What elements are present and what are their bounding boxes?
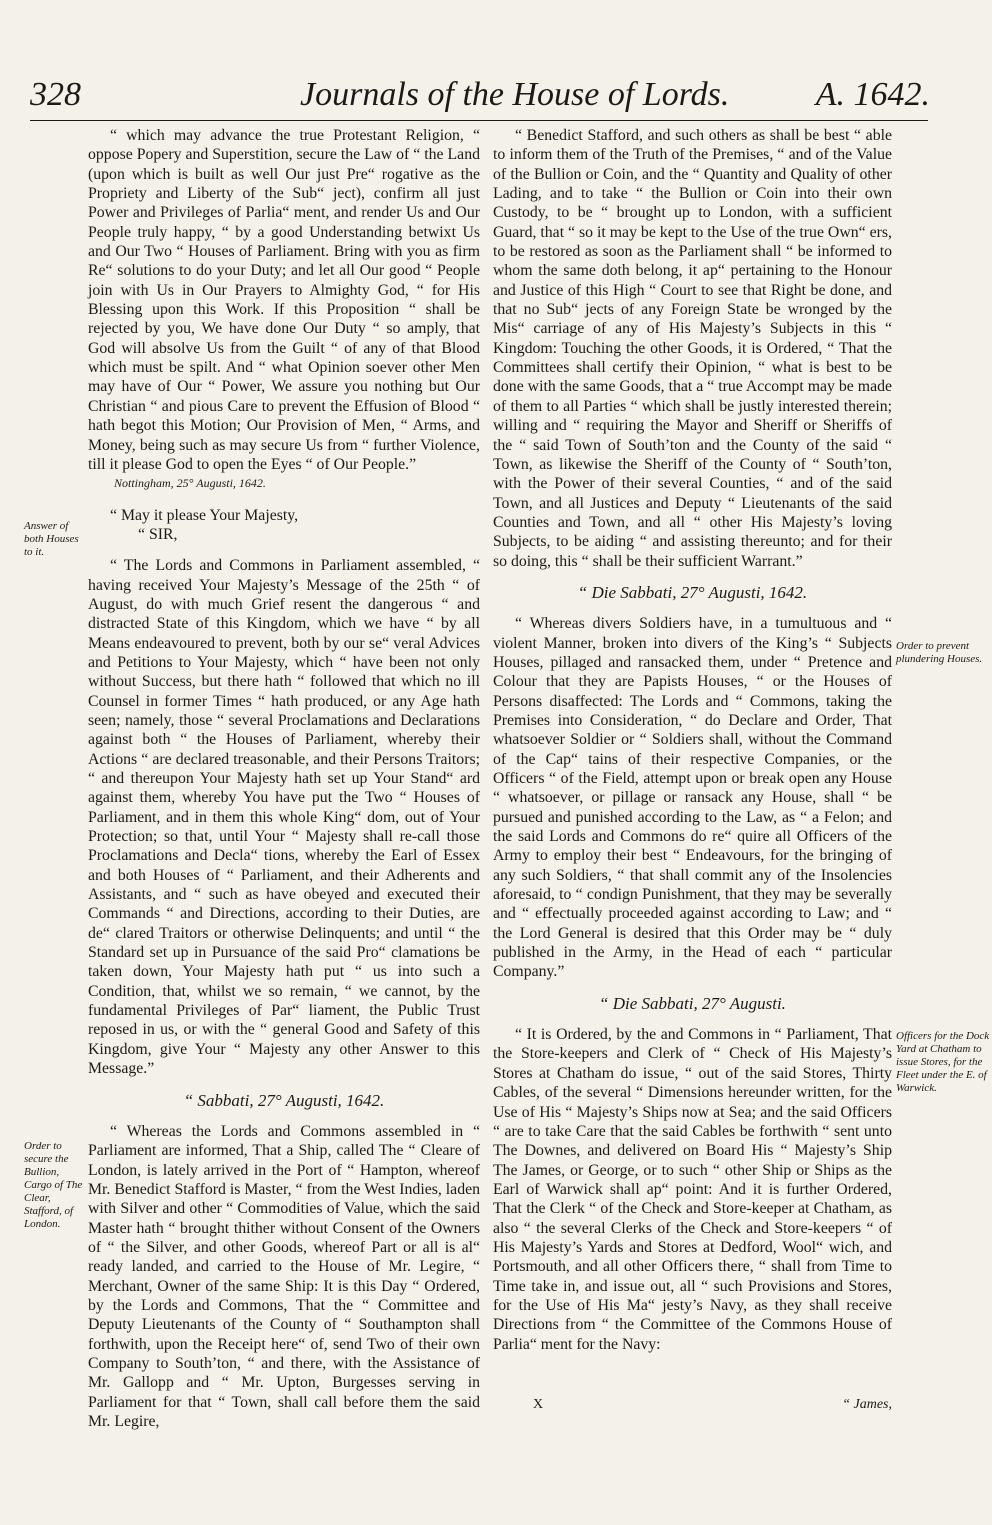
page-header	[30, 76, 930, 126]
answer-body: “ The Lords and Commons in Parliament assembled, “ having received Your Majesty’s Message of the 25th “ of August, do with much Grief resent the dangerous “ and distracted State of this Kingdom, which we have “ by all Means endeavoured to prevent, both by our se“ veral Advices and Petitions to Your Majesty, which “ have been not only without Success, but there hath “ followed that which no ill Counsel in former Times “ hath produced, or any Age hath seen; namely, those “ several Proclamations and Declarations against both “ the Houses of Parliament, whereby their Actions “ are declared treasonable, and their Persons Traitors; “ and thereupon Your Majesty hath set up Your Stand“ ard against them, whereby You have put the Two “ Houses of Parliament, and in them this whole King“ dom, out of Your Protection; so that, until Your “ Majesty shall re-call those Proclamations and Decla“ tions, whereby the Earl of Essex and both Houses of “ Parliament, and their Adherents and Assistants, and “ such as have obeyed and executed their Commands “ and Directions, according to their Duties, are de“ clared Traitors or otherwise Delinquents; and until “ the Standard set up in Pursuance of the said Pro“ clamations be taken down, Your Majesty hath put “ us into such a Condition, that, whilst we so remain, “ we cannot, by the fundamental Privileges of Par“ liament, the Public Trust reposed in us, or with the “ general Good and Safety of this Kingdom, give Your “ Majesty any other Answer to this Message.”	[88, 557, 480, 1078]
margin-note-answer: Answer of both Houses to it.	[24, 520, 79, 558]
order-bullion-body: “ Whereas the Lords and Commons assembled in “ Parliament are informed, That a Ship, called The “ Cleare of London, is lately arrived in the Port of “ Hampton, whereof Mr. Benedict Stafford is Master, “ from the West Indies, laden with Silver and other “ Commodities of Value, which the said Master hath “ brought thither without Consent of the Owners of “ the Silver, and other Goods, whereof Part or all is al“ ready landed, and carried to the House of Mr. Legire, “ Merchant, Owner of the same Ship: It is this Day “ Ordered, by the Lords and Commons, That the “ Committee and Deputy Lieutenants of the County of “ Southampton shall forthwith, upon the Receipt here“ of, send Two of their own Company to South’ton, “ and there, with the Assistance of Mr. Gallopp and “ Mr. Upton, Burgesses serving in Parliament for that “ Town, shall call before them the said Mr. Legire,	[88, 1122, 480, 1430]
order-bullion-continued: “ Benedict Stafford, and such others as shall be best “ able to inform them of the Truth of the Premises, “ and of the Value of the Bullion or Coin, and the “ Quantity and Quality of other Lading, and to take “ the Bullion or Coin into their own Custody, to be “ brought up to London, with a sufficient Guard, that “ so it may be kept to the Use of the true Own“ ers, to be restored as soon as the Parliament shall “ be informed to whom the same doth belong, it ap“ pertaining to the Honour and Justice of this High “ Court to see that Right be done, and that no Sub“ jects of any Foreign State be wronged by the Mis“ carriage of any of His Majesty’s Subjects in this “ Kingdom: Touching the other Goods, it is Ordered, “ That the Committees shall certify their Opinion, “ what is best to be done with the same Goods, that a “ true Accompt may be made of them to all Parties “ which shall be justly interested therein; willing and “ requiring the Mayor and Sheriff or Sheriffs of the “ said Town of South’ton and the County of the said “ Town, as likewise the Sheriff of the County of “ South’ton, with the Power of their several Counties, “ and of the said Town, and all Justices and Deputy “ Lieutenants of the said Counties and Town, and all “ other His Majesty’s loving Subjects, to be aiding “ and assisting thereunto; and for their so doing, this “ shall be their sufficient Warrant.”	[493, 127, 892, 570]
page-number: 328	[30, 76, 81, 113]
left-column	[88, 126, 480, 1431]
message-dateline: Nottingham, 25° Augusti, 1642.	[114, 476, 266, 491]
kings-message-end: “ which may advance the true Protestant Religion, “ oppose Popery and Superstition, secure the Law of “ the Land (upon which is built as well Our just Pre“ rogative as the Propriety and Liberty of the Sub“ ject), confirm all just Power and Privileges of Parlia“ ment, and render Us and Our People truly happy, “ by a good Understanding betwixt Us and Our Two “ Houses of Parliament. Bring with you as firm Re“ solutions to do your Duty; and let all Our good “ People join with Us in Our Prayers to Almighty God, “ for His Blessing upon this Work. If this Proposition “ shall be rejected by you, We have done Our Duty “ so amply, that God will absolve Us from the Guilt “ of any of that Blood which must be spilt. And “ what Opinion soever other Men may have of Our “ Power, We assure you nothing but Our Christian “ and pious Care to prevent the Effusion of Blood “ hath begot this Motion; Our Provision of Men, “ Arms, and Money, being such as may secure Us from “ further Violence, till it please God to open the Eyes “ of Our People.”	[88, 127, 480, 473]
section-heading-die-sabbati-2: “ Die Sabbati, 27° Augusti.	[599, 993, 786, 1013]
section-heading-die-sabbati-1: “ Die Sabbati, 27° Augusti, 1642.	[577, 582, 808, 602]
section-heading-sabbati: “ Sabbati, 27° Augusti, 1642.	[183, 1090, 385, 1110]
order-plunder-body: “ Whereas divers Soldiers have, in a tumultuous and “ violent Manner, broken into divers of the King’s “ Subjects Houses, pillaged and ransacked them, under “ Pretence and Colour that they are Papists Houses, “ or the Houses of Persons disaffected: The Lords and “ Commons, taking the Premises into Consideration, “ do Declare and Order, That whatsoever Soldier or “ Soldiers shall, without the Command of the Cap“ tains of their respective Companies, or the Officers “ of the Field, attempt upon or break open any House “ whatsoever, or pillage or ransack any House, shall “ be pursued and punished according to the Law, as “ a Felon; and the said Lords and Commons do re“ quire all Officers of the Army to employ their best “ Endeavours, for the bringing of any such Soldiers, “ that shall commit any of the Insolencies aforesaid, to “ condign Punishment, that they may be severally and “ effectually proceeded against according to Law; and “ the Lord General is desired that this Order may be “ duly published in the Army, in the Head of each “ particular Company.”	[493, 615, 892, 981]
answer-sir: “ SIR,	[138, 525, 178, 543]
header-rule	[30, 120, 928, 121]
right-column	[493, 126, 892, 1354]
signature-mark: X	[533, 1397, 544, 1412]
running-title: Journals of the House of Lords.	[300, 76, 730, 113]
page-footer	[493, 1397, 892, 1417]
margin-note-order-plunder: Order to prevent plundering Houses.	[896, 640, 983, 665]
margin-note-officers: Officers for the Dock Yard at Chatham to issue Stores, for the Fleet under the E. of Warwick.	[896, 1030, 990, 1094]
page-year: A. 1642.	[815, 76, 930, 113]
margin-note-order-secure: Order to secure the Bullion, Cargo of The Clear, Stafford, of London.	[24, 1140, 83, 1230]
catchword: “ James,	[842, 1397, 892, 1412]
answer-salutation: “ May it please Your Majesty,	[110, 506, 299, 524]
order-stores-body: “ It is Ordered, by the and Commons in “ Parliament, That the Store-keepers and Clerk of “ Check of His Majesty’s Stores at Chatham do issue, “ out of the said Stores, Thirty Cables, of the several “ Dimensions hereunder written, for the Use of His “ Majesty’s Ships now at Sea; and the said Officers “ are to take Care that the said Cables be forthwith “ sent unto The Downes, and delivered on Board His “ Majesty’s Ship The James, or George, or to such “ other Ship or Ships as the Earl of Warwick shall ap“ point: And it is further Ordered, That the Clerk “ of the Check and Store-keeper at Chatham, as also “ the several Clerks of the Check and Store-keepers “ of His Majesty’s Yards and Stores at Dedford, Wool“ wich, and Portsmouth, and all other Officers there, “ shall from Time to Time take in, and issue out, all “ such Provisions and Stores, for the Use of His Ma“ jesty’s Navy, as they shall receive Directions from “ the Committee of the Commons House of Parlia“ ment for the Navy:	[493, 1026, 892, 1353]
